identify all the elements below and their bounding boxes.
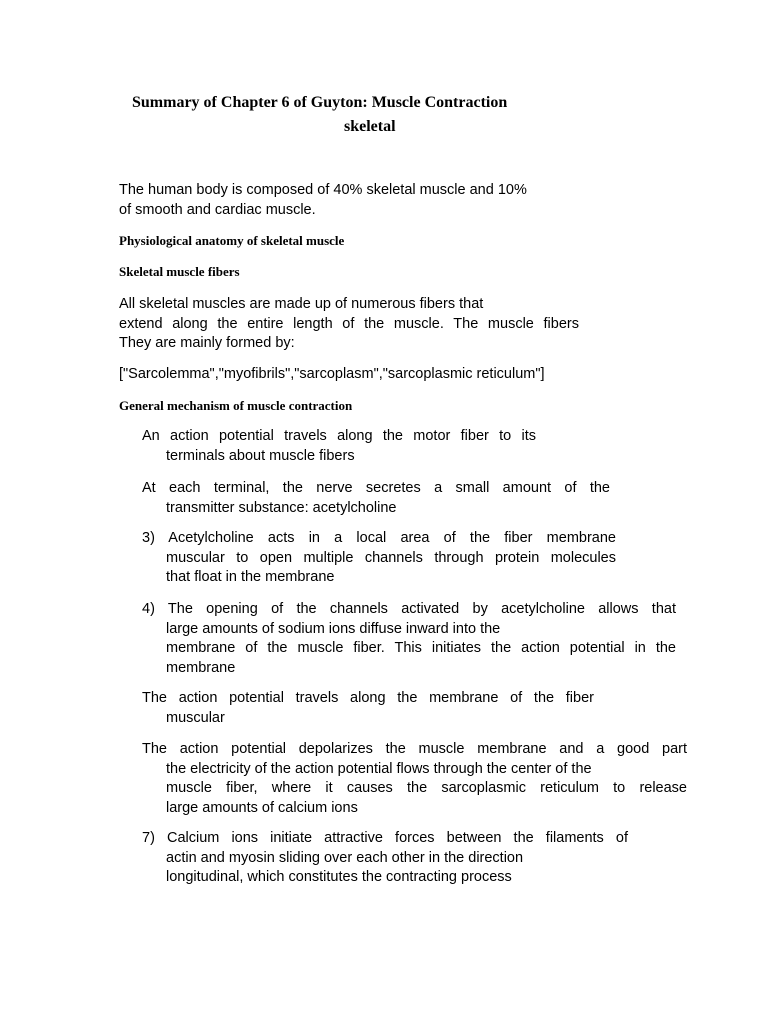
- document-title-line-2: skeletal: [344, 118, 396, 135]
- mechanism-step-3: [142, 529, 616, 588]
- step-5-line-2: muscular: [166, 709, 225, 726]
- step-6-line-3: muscle fiber, where it causes the sarcoplasmic reticulum to release: [166, 780, 687, 796]
- components-list: ["Sarcolemma","myofibrils","sarcoplasm","sarcoplasmic reticulum"]: [119, 366, 545, 382]
- intro-paragraph: [119, 181, 527, 220]
- mechanism-step-1: [142, 427, 536, 466]
- step-2-line-1: At each terminal, the nerve secretes a small amount of the: [142, 480, 610, 496]
- step-4-line-1: 4) The opening of the channels activated by acetylcholine allows that: [142, 601, 676, 617]
- step-4-line-3: membrane of the muscle fiber. This initiates the action potential in the: [166, 640, 676, 656]
- step-3-line-1: 3) Acetylcholine acts in a local area of the fiber membrane: [142, 530, 616, 546]
- section-heading-fibers: Skeletal muscle fibers: [119, 264, 240, 279]
- step-6-line-1: The action potential depolarizes the muscle membrane and a good part: [142, 741, 687, 757]
- mechanism-step-7: [142, 829, 628, 888]
- mechanism-step-5: [142, 689, 594, 728]
- fibers-line-2: extend along the entire length of the muscle. The muscle fibers: [119, 315, 579, 332]
- fibers-line-3: They are mainly formed by:: [119, 335, 295, 351]
- intro-line-2: of smooth and cardiac muscle.: [119, 201, 316, 218]
- section-heading-mechanism: General mechanism of muscle contraction: [119, 398, 353, 413]
- step-6-line-2: the electricity of the action potential flows through the center of the: [166, 760, 592, 777]
- step-5-line-1: The action potential travels along the membrane of the fiber: [142, 690, 594, 706]
- mechanism-step-6: [142, 740, 687, 818]
- step-4-line-2: large amounts of sodium ions diffuse inward into the: [166, 620, 501, 637]
- step-1-line-2: terminals about muscle fibers: [166, 447, 355, 464]
- step-4-line-4: membrane: [166, 659, 236, 676]
- section-heading-anatomy: Physiological anatomy of skeletal muscle: [119, 233, 345, 248]
- intro-line-1: The human body is composed of 40% skeletal muscle and 10%: [119, 182, 527, 198]
- document-title-line-1: Summary of Chapter 6 of Guyton: Muscle Contraction: [132, 94, 508, 111]
- step-1-line-1: An action potential travels along the motor fiber to its: [142, 428, 536, 444]
- step-7-line-2: actin and myosin sliding over each other in the direction: [166, 849, 524, 866]
- step-2-line-2: transmitter substance: acetylcholine: [166, 499, 397, 516]
- step-7-line-1: 7) Calcium ions initiate attractive forces between the filaments of: [142, 830, 628, 846]
- step-6-line-4: large amounts of calcium ions: [166, 799, 358, 816]
- mechanism-step-2: [142, 479, 610, 518]
- step-3-line-3: that float in the membrane: [166, 569, 335, 585]
- mechanism-step-4: [142, 600, 676, 678]
- fibers-paragraph: [119, 295, 579, 354]
- fibers-line-1: All skeletal muscles are made up of numerous fibers that: [119, 296, 484, 312]
- step-3-line-2: muscular to open multiple channels through protein molecules: [166, 549, 616, 566]
- step-7-line-3: longitudinal, which constitutes the contracting process: [166, 869, 512, 885]
